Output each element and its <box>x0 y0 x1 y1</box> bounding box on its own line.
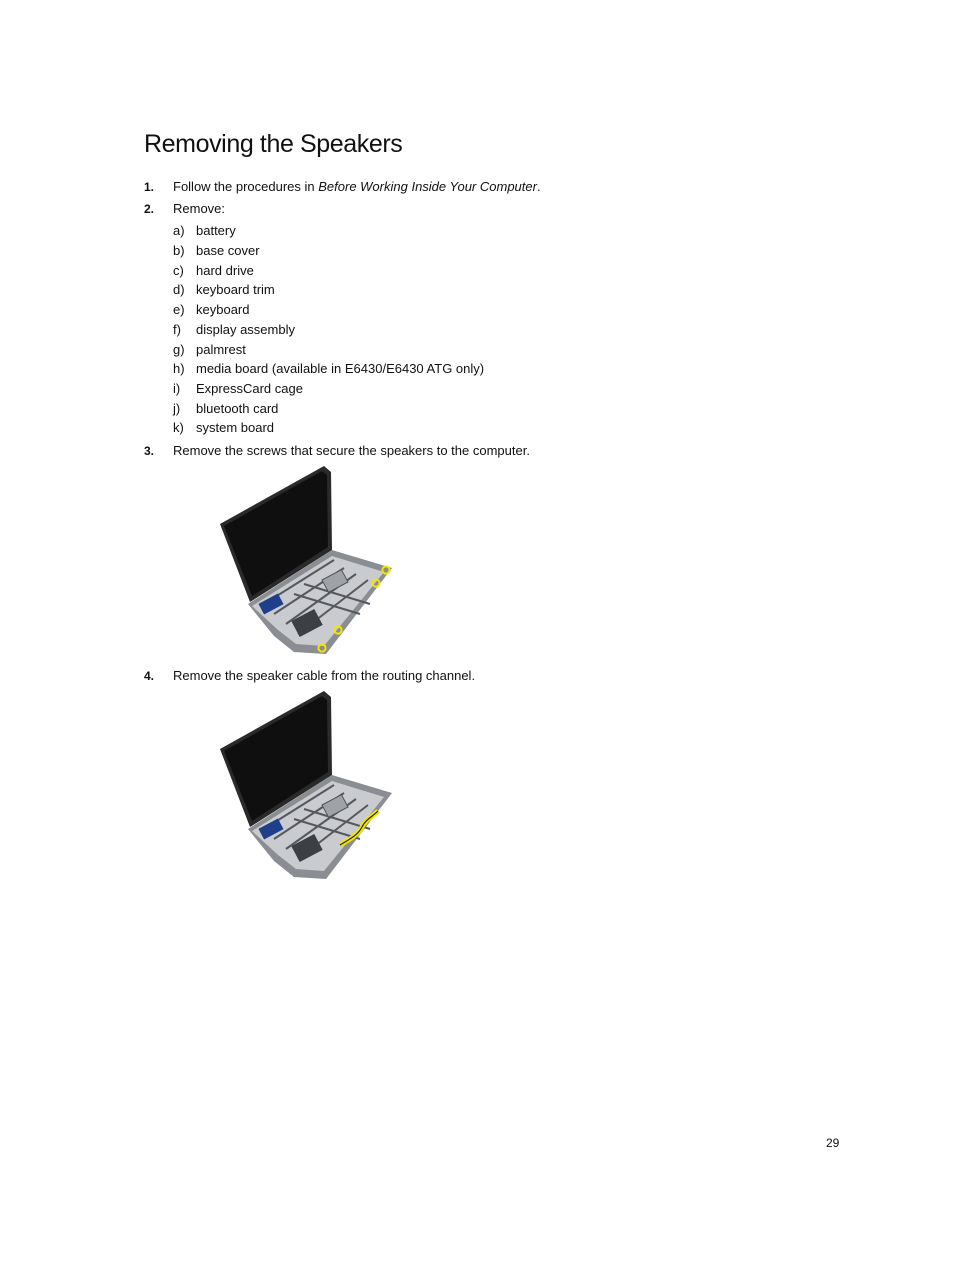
step-number: 3. <box>144 444 155 458</box>
step-text: Remove the speaker cable from the routing channel. <box>173 668 476 683</box>
laptop-chassis-image <box>174 689 414 885</box>
cross-reference-link[interactable]: Before Working Inside Your Computer <box>318 179 537 194</box>
step-text: Remove the screws that secure the speakers to the computer. <box>173 443 530 458</box>
manual-page: Removing the Speakers 1. Follow the procedures in Before Working Inside Your Computer. 2. Remove: a) battery b) base cover c) hard drive d) keyboard trim e) keyboard f) display assembly g) palmrest h) media board (available in E6430/E6430 ATG only) i) ExpressCard cage j) bluetooth card k) system board 3. Remove the screws that secure the speakers to the computer. 4. Remove the speaker cable from the routing channel. 29 <box>144 130 840 1150</box>
speaker-cable-illustration <box>174 689 414 885</box>
step-number: 4. <box>144 669 155 683</box>
page-number: 29 <box>826 1136 840 1150</box>
laptop-chassis-image <box>174 464 414 660</box>
step-number: 1. <box>144 180 155 194</box>
speaker-screws-illustration <box>174 464 414 660</box>
step-number: 2. <box>144 202 155 216</box>
step-text: Follow the procedures in Before Working Inside Your Computer. <box>173 179 541 194</box>
step-text: Remove: <box>173 201 226 216</box>
section-title: Removing the Speakers <box>144 130 403 158</box>
